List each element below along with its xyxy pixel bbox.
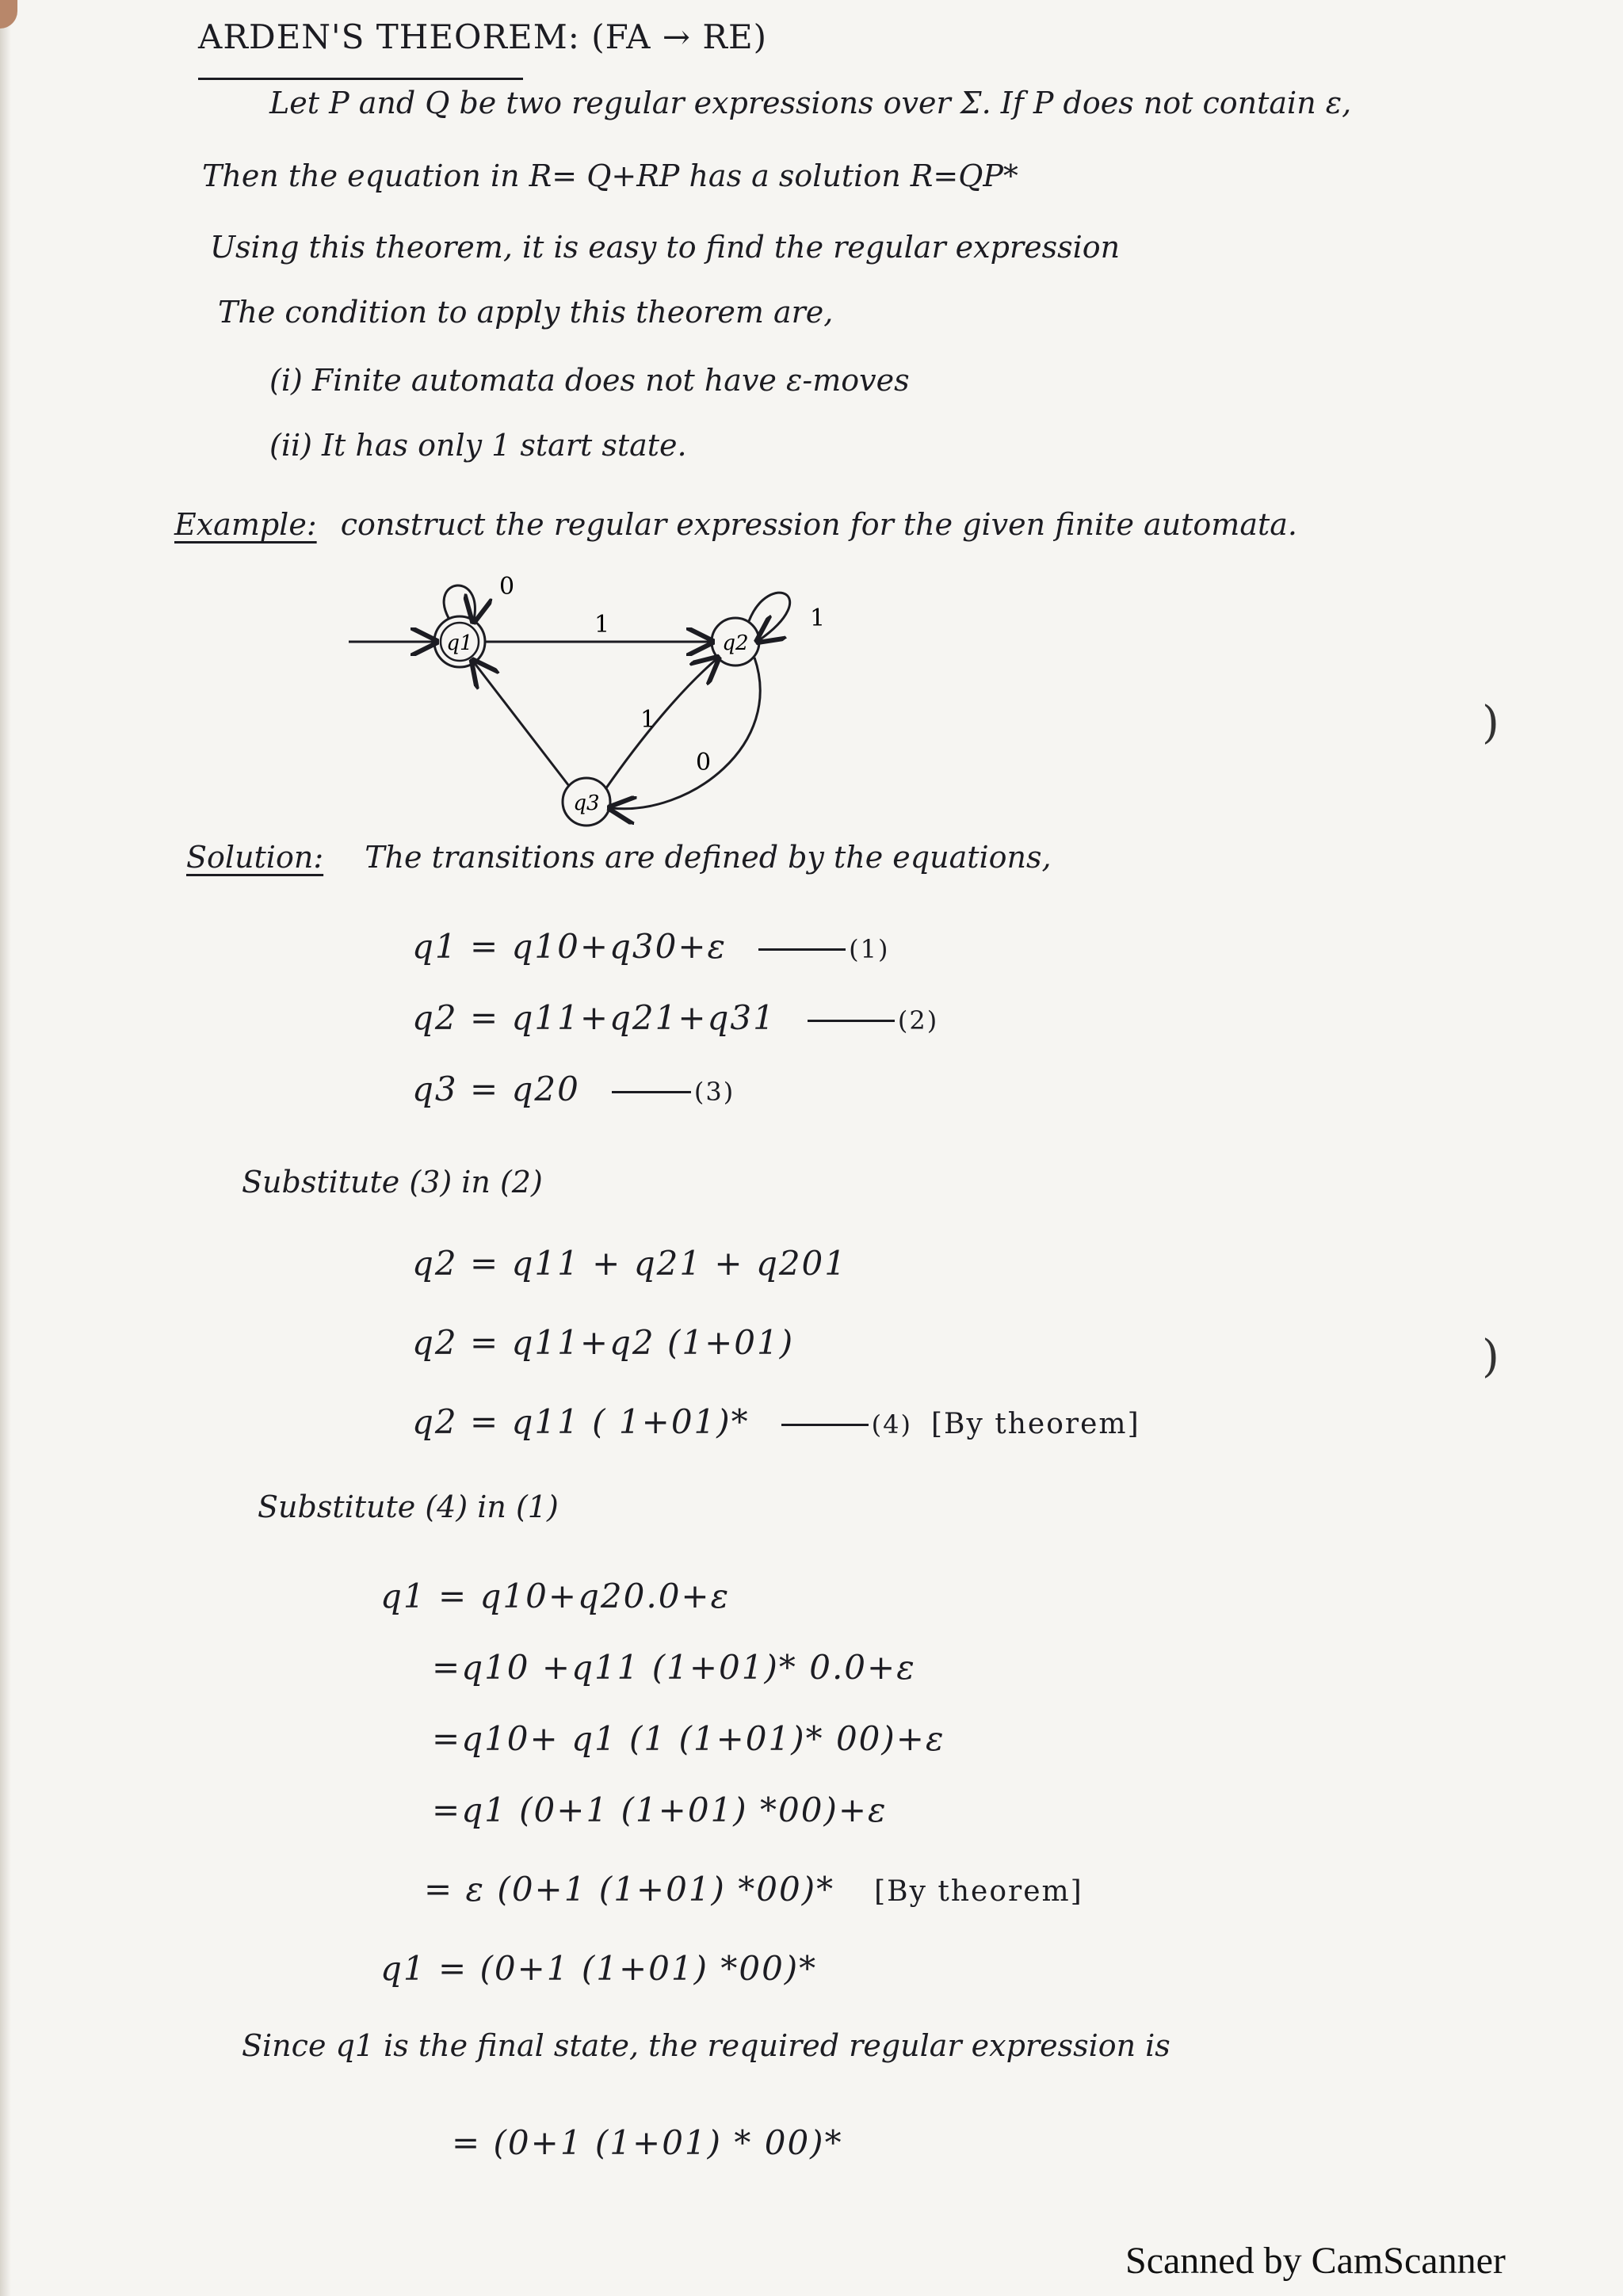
equation-3-text: q3 = q20 — [412, 1070, 580, 1108]
automaton-diagram — [341, 555, 832, 840]
step1-line-a: q2 = q11 + q21 + q201 — [412, 1244, 847, 1283]
page-title: ARDEN'S THEOREM: (FA → RE) — [198, 17, 767, 56]
step2-heading: Substitute (4) in (1) — [258, 1489, 559, 1524]
equation-2-text: q2 = q11+q21+q31 — [412, 998, 776, 1037]
step1-heading: Substitute (3) in (2) — [242, 1165, 543, 1199]
step2-line-e-note: [By theorem] — [874, 1875, 1083, 1908]
edge-q2-q3 — [612, 658, 760, 809]
step2-line-d: =q1 (0+1 (1+01) *00)+ε — [432, 1791, 888, 1829]
state-q2 — [712, 618, 759, 666]
equation-1-tag: (1) — [849, 934, 890, 964]
state-q1 — [434, 616, 485, 667]
scanner-watermark: Scanned by CamScanner — [1125, 2240, 1506, 2282]
equation-2-tag: (2) — [897, 1005, 939, 1035]
example-label: Example: — [174, 507, 317, 542]
step1-line-b: q2 = q11+q2 (1+01) — [412, 1323, 795, 1362]
loop-q2 — [749, 593, 790, 640]
loop-q1-label: 0 — [499, 573, 515, 601]
step1-line-c-text: q2 = q11 ( 1+01)* — [412, 1402, 750, 1441]
equation-1 — [412, 927, 889, 966]
step1-line-c-note: [By theorem] — [931, 1408, 1140, 1440]
margin-hole-mark-2: ) — [1482, 1331, 1499, 1383]
loop-q1 — [444, 585, 475, 620]
intro-line-3: Using this theorem, it is easy to find the regular expression — [210, 230, 1121, 265]
edge-q2-q3-label: 0 — [696, 749, 712, 776]
state-q3-label: q3 — [573, 791, 600, 815]
state-q1-label: q1 — [446, 631, 473, 655]
step2-line-e — [424, 1870, 1083, 1909]
solution-row — [186, 840, 1052, 875]
equation-3-tag: (3) — [693, 1077, 735, 1107]
equation-2-dash — [808, 1020, 895, 1022]
intro-line-1: Let P and Q be two regular expressions over Σ. If P does not contain ε, — [269, 86, 1352, 120]
equation-3-dash — [612, 1091, 691, 1093]
margin-hole-mark-1: ) — [1482, 697, 1499, 749]
equation-1-text: q1 = q10+q30+ε — [412, 927, 727, 966]
example-row — [174, 507, 1297, 542]
page-fold-shadow — [0, 0, 11, 2296]
step1-line-c-tag: (4) — [871, 1409, 912, 1440]
intro-line-4: The condition to apply this theorem are, — [218, 295, 834, 330]
state-q2-label: q2 — [722, 631, 749, 655]
edge-q1-q2-label: 1 — [594, 611, 610, 639]
example-text: construct the regular expression for the given finite automata. — [340, 507, 1297, 542]
conclusion-text: Since q1 is the final state, the required regular expression is — [242, 2028, 1170, 2063]
step2-line-a: q1 = q10+q20.0+ε — [380, 1577, 731, 1615]
intro-line-2: Then the equation in R= Q+RP has a solution R=QP* — [202, 158, 1018, 193]
step1-line-c-dash — [781, 1424, 869, 1426]
equation-3 — [412, 1070, 735, 1108]
loop-q2-label: 1 — [810, 605, 826, 632]
title-underline — [198, 78, 523, 80]
condition-1: (i) Finite automata does not have ε-moves — [269, 363, 910, 398]
final-answer: = (0+1 (1+01) * 00)* — [452, 2123, 843, 2162]
edge-q3-q1 — [474, 662, 569, 786]
finger-corner — [0, 0, 17, 29]
solution-intro: The transitions are defined by the equations, — [365, 840, 1052, 875]
equation-2 — [412, 998, 938, 1037]
step2-line-f: q1 = (0+1 (1+01) *00)* — [380, 1949, 818, 1988]
step2-line-c: =q10+ q1 (1 (1+01)* 00)+ε — [432, 1719, 945, 1758]
equation-1-dash — [758, 948, 846, 951]
step1-line-c — [412, 1402, 1140, 1441]
condition-2: (ii) It has only 1 start state. — [269, 428, 687, 463]
step2-line-e-text: = ε (0+1 (1+01) *00)* — [424, 1870, 835, 1909]
step2-line-b: =q10 +q11 (1+01)* 0.0+ε — [432, 1648, 916, 1687]
solution-label: Solution: — [186, 840, 324, 875]
edge-q3-q2-label: 1 — [640, 706, 656, 734]
